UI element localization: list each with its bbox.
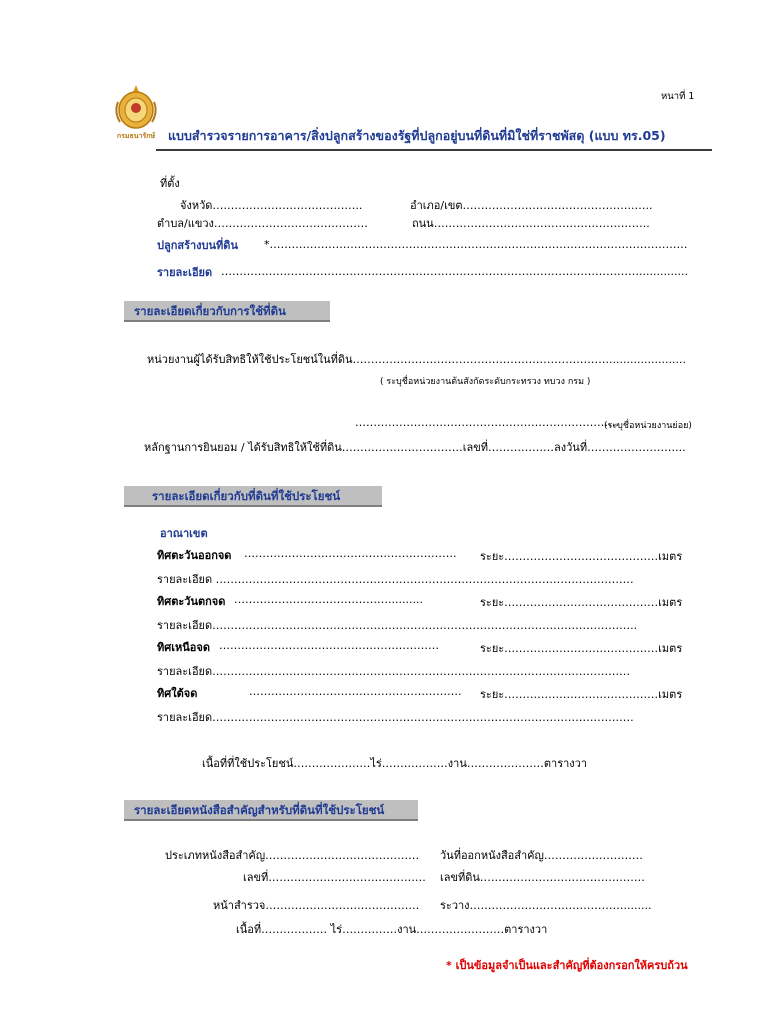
title-underline [156, 149, 712, 151]
agency-seal-logo [112, 84, 160, 142]
subdistrict-field[interactable]: ตําบล/แขวง…………………………………… [157, 217, 368, 230]
sub-agency-field[interactable]: ……………………………………………………………… [355, 416, 619, 429]
agency-field[interactable]: หน่วยงานผู้ได้รับสิทธิให้ใช้ประโยชน์ในที่ดิน……………………………………………………………....................... [147, 353, 686, 366]
east-boundary-label: ทิศตะวันออกจด [157, 549, 232, 562]
east-distance-field[interactable]: ระยะ……………………………………เมตร [480, 550, 683, 563]
west-detail-field[interactable]: รายละเอียด…………………………………………………………………………………………………….. [157, 619, 638, 632]
consent-evidence-field[interactable]: หลักฐานการยินยอม / ได้รับสิทธิให้ใช้ที่ดิน……………………………เลขที่………………ลงวันที่……………………... [144, 441, 686, 454]
detail-field[interactable]: …………………………………………………………………………………………………….............. [221, 265, 688, 278]
detail-label: รายละเอียด [157, 266, 213, 279]
logo-text: กรมธนารักษ์ [116, 132, 156, 140]
land-number-field[interactable]: เลขที่ดิน……………………………………… [440, 871, 645, 884]
document-type-field[interactable]: ประเภทหนังสือสําคัญ…………………………………… [165, 849, 420, 862]
section-title-deed-header [124, 800, 418, 821]
south-detail-field[interactable]: รายละเอียด……………………………………………………………………………………………………. [157, 711, 634, 724]
section-title-deed-title: รายละเอียดหนังสือสําคัญสําหรับที่ดินที่ใช้ประโยชน์ [134, 803, 385, 817]
building-on-land-field[interactable]: *…………………………………………………………………………………………………… [264, 238, 688, 251]
south-boundary-label: ทิศใต้จด [157, 687, 198, 700]
deed-area-field[interactable]: เนื้อที่……………… ไร่……………งาน……………………ตารางวา [236, 923, 548, 936]
document-number-field[interactable]: เลขที่……………………………………. [243, 871, 426, 884]
location-heading: ที่ตั้ง [160, 177, 180, 190]
section-land-use-title: รายละเอียดเกี่ยวกับการใช้ที่ดิน [134, 304, 286, 318]
district-field[interactable]: อําเภอ/เขต………………………………………..….. [410, 199, 653, 212]
north-boundary-label: ทิศเหนือจด [157, 641, 210, 654]
north-distance-field[interactable]: ระยะ……………………………………เมตร [480, 642, 683, 655]
boundary-heading: อาณาเขต [160, 527, 208, 540]
north-boundary-field[interactable]: …………………………………………………… [219, 639, 439, 652]
west-boundary-label: ทิศตะวันตกจด [157, 595, 226, 608]
document-date-field[interactable]: วันที่ออกหนังสือสําคัญ……………………… [440, 849, 643, 862]
section-land-detail-title: รายละเอียดเกี่ยวกับที่ดินที่ใช้ประโยชน์ [152, 489, 341, 503]
west-boundary-field[interactable]: …………………………………….......... [234, 593, 423, 606]
east-boundary-field[interactable]: …………………………………………………. [244, 547, 457, 560]
north-detail-field[interactable]: รายละเอียด…………………………………………………………………………………………………… [157, 665, 631, 678]
form-title: แบบสํารวจรายการอาคาร/สิ่งปลูกสร้างของรัฐที่ปลูกอยู่บนที่ดินที่มิใช่ที่ราชพัสดุ (แบบ ทร.05) [168, 128, 666, 143]
section-land-use-header [124, 301, 330, 322]
page-number: หนาที่ 1 [661, 91, 695, 102]
province-field[interactable]: จังหวัด………………………………….. [180, 199, 363, 212]
east-detail-field[interactable]: รายละเอียด …………………………………………………………………………………………………… [157, 573, 634, 586]
building-on-land-label: ปลูกสร้างบนที่ดิน [157, 239, 238, 252]
required-footnote: * เป็นข้อมูลจําเป็นและสําคัญที่ต้องกรอกให้ครบถ้วน [446, 959, 688, 972]
road-field[interactable]: ถนน………………………………………………….. [412, 217, 650, 230]
section-land-detail-header [124, 486, 382, 507]
west-distance-field[interactable]: ระยะ……………………………………เมตร [480, 596, 683, 609]
used-area-field[interactable]: เนื้อที่ที่ใช้ประโยชน์…………………ไร่………………งาน…………………ตารางวา [202, 757, 587, 770]
south-distance-field[interactable]: ระยะ……………………………………เมตร [480, 688, 683, 701]
sheet-field[interactable]: ระวาง……………………………………........ [440, 899, 652, 912]
survey-page-field[interactable]: หน้าสํารวจ…………………………………… [213, 899, 420, 912]
south-boundary-field[interactable]: …………………………………………………. [249, 685, 462, 698]
sub-agency-note: (ระบุชื่อหน่วยงานย่อย) [604, 421, 692, 431]
agency-note: ( ระบุชื่อหน่วยงานต้นสังกัดระดับกระทรวง ทบวง กรม ) [380, 377, 591, 387]
